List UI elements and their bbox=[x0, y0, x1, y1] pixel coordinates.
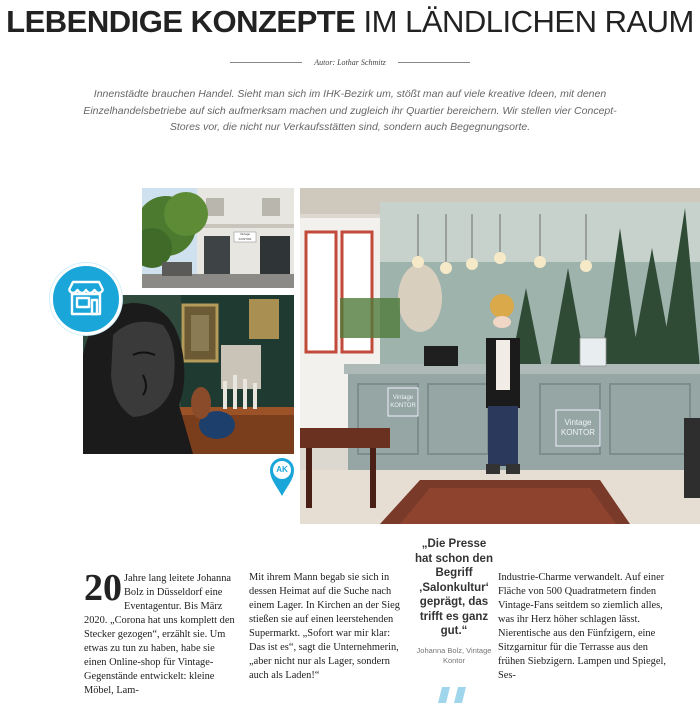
storefront-icon bbox=[53, 266, 119, 332]
article-column-1 bbox=[84, 567, 236, 698]
intro-text: Innenstädte brauchen Handel. Sieht man sich im IHK-Bezirk um, stößt man auf viele kreative Ideen, mit denen Einzelhandelsbetriebe auf sich aufmerksam machen und zugleich ihr Quartier bereichern. Wir stellen vier Concept-Stores vor, die nicht nur Verkaufsstätten sind, sondern auch Begegnungsorte. bbox=[83, 88, 617, 133]
map-pin-icon bbox=[269, 457, 295, 497]
article-column-2: Mit ihrem Mann begab sie sich in dessen Heimat auf die Suche nach einem Lager. In Kirchen an der Sieg stießen sie auf einen leerstehenden Supermarkt. „Sofort war mir klar: Das ist es“, sagt die Unternehmerin, „aber nicht nur als Lager, sondern auch als Laden!“ bbox=[249, 572, 400, 681]
headline bbox=[0, 4, 700, 40]
location-pin-label: AK bbox=[276, 465, 288, 474]
article-column-1-text: Jahre lang leitete Johanna Bolz in Düsseldorf eine Eventagentur. Bis März 2020. „Corona hat uns komplett den Stecker gezogen“, erzählt sie. Um etwas zu tun zu haben, habe sie einen Online-shop für Vintage-Gegenstände entwickelt: kleine Möbel, Lam- bbox=[84, 573, 235, 696]
author-divider-right bbox=[398, 62, 470, 63]
counter-sign-left: Vintage KONTOR bbox=[390, 395, 416, 409]
quote-mark-icon bbox=[436, 683, 470, 703]
shop-category-badge bbox=[50, 263, 122, 335]
article-column-4: Industrie-Charme verwandelt. Auf einer Fläche von 500 Quadratmetern finden Vintage-Fans seitdem so ziemlich alles, was ihr Herz höher schlagen lässt. Nierentische aus den Fünfzigern, eine Sitzgarnitur für die Terrasse aus den frühen Siebzigern. Lampen und Spiegel, Ses- bbox=[498, 572, 666, 681]
author-divider-left bbox=[230, 62, 302, 63]
dropcap-number: 20 bbox=[84, 567, 122, 609]
headline-bold: LEBENDIGE KONZEPTE bbox=[6, 4, 356, 39]
headline-light: IM LÄNDLICHEN RAUM bbox=[363, 4, 694, 39]
storefront-sign: Vintage KONTOR bbox=[238, 232, 252, 241]
author-row bbox=[0, 58, 700, 67]
author-byline: Autor: Lothar Schmitz bbox=[314, 58, 386, 67]
storefront-photo bbox=[142, 188, 294, 288]
shop-interior-photo bbox=[300, 188, 700, 524]
pull-quote-source: Johanna Bolz, Vintage Kontor bbox=[416, 646, 492, 665]
counter-sign-right: Vintage KONTOR bbox=[560, 418, 596, 437]
pull-quote: „Die Presse hat schon den Begriff ‚Salonkultur‘ geprägt, das trifft es ganz gut.“ bbox=[415, 538, 493, 637]
location-pin bbox=[269, 457, 295, 497]
